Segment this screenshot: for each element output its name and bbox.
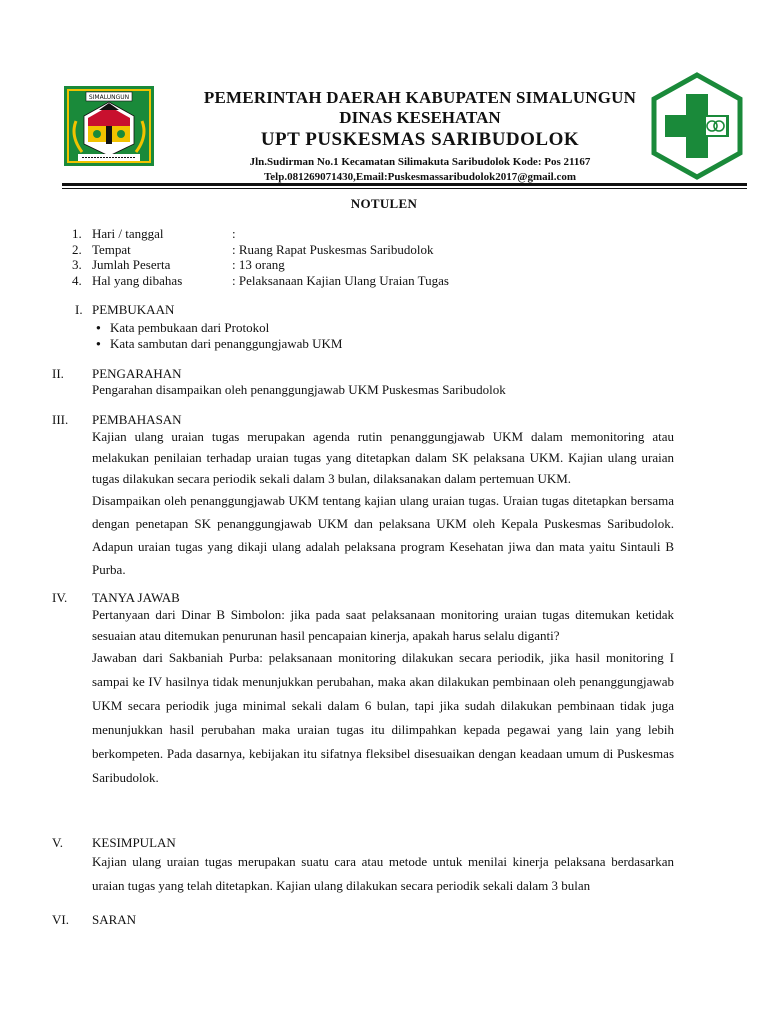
question-paragraph: Pertanyaan dari Dinar B Simbolon: jika pada saat pelaksanaan monitoring uraian tugas ditemukan ketidak sesuaian atau ditemukan penurunan hasil pencapaian kinerja, apakah harus selalu diganti? [92, 607, 674, 643]
section-kesimpulan-text: Kajian ulang uraian tugas merupakan suatu cara atau metode untuk menilai kinerja pelaksana berdasarkan uraian tugas yang telah ditetapkan. Kajian ulang dilakukan secara periodik sekali dalam 3 bulan [92, 854, 674, 893]
address-line: Jln.Sudirman No.1 Kecamatan Silimakuta Saribudolok Kode: Pos 21167 [249, 156, 591, 168]
list-item: ● Kata pembukaan dari Protokol [96, 320, 269, 336]
answer-paragraph: Jawaban dari Sakbaniah Purba: pelaksanaan monitoring dilakukan secara periodik, jika hasil monitoring I sampai ke IV hasilnya tidak menunjukkan perubahan, maka akan dilakukan pembinaan oleh penanggungjawab UKM secara periodik juga minimal sekali dalam 6 bulan, tapi jika sudah dilakukan pembinaan tidak juga menunjukkan hasil perubahan maka uraian tugas itu dilimpahkan kepada pegawai yang lain yang lebih berkompeten. Pada dasarnya, kebijakan itu sifatnya fleksibel disesuaikan dengan keadaan umum di Puskesmas Saribudolok. [92, 650, 674, 785]
info-row-place: 2. Tempat : Ruang Rapat Puskesmas Saribudolok [72, 241, 434, 257]
section-tanya-jawab-text [92, 604, 674, 790]
letterhead-rule-thin [62, 188, 747, 189]
letterhead [0, 0, 768, 190]
section-pembahasan-text [92, 426, 674, 581]
info-row-date: 1. Hari / tanggal : [72, 226, 236, 241]
government-name: PEMERINTAH DAERAH KABUPATEN SIMALUNGUN [203, 88, 637, 107]
svg-text:SIMALUNGUN: SIMALUNGUN [88, 94, 130, 101]
section-pengarahan-text: Pengarahan disampaikan oleh penanggungjawab UKM Puskesmas Saribudolok [92, 382, 506, 397]
document-title: NOTULEN [350, 196, 418, 211]
info-row-participants: 3. Jumlah Peserta : 13 orang [72, 257, 285, 272]
unit-name: UPT PUSKESMAS SARIBUDOLOK [260, 129, 580, 150]
agency-name: DINAS KESEHATAN [339, 108, 501, 127]
list-item: ● Kata sambutan dari penanggungjawab UKM [96, 336, 343, 352]
puskesmas-logo-icon [650, 72, 744, 180]
simalungun-regency-logo-icon [64, 86, 154, 166]
letterhead-text [160, 88, 680, 184]
meeting-info-list [72, 226, 449, 288]
paragraph: Disampaikan oleh penanggungjawab UKM tentang kajian ulang uraian tugas. Uraian tugas ditetapkan bersama dengan penetapan SK penanggungjawab UKM dan pelaksana UKM oleh Kepala Puskesmas Saribudolok. Adapun uraian tugas yang dikaji ulang adalah pelaksana program Kesehatan jiwa dan mata yaitu Sintauli B Purba. [92, 493, 674, 577]
letterhead-rule-thick [62, 183, 747, 186]
paragraph: Kajian ulang uraian tugas merupakan agenda rutin penanggungjawab UKM dalam memonitoring atau melakukan penilaian terhadap uraian tugas yang ditetapkan dalam SK pelaksana UKM. Kajian ulang uraian tugas dilakukan secara periodik sekali dalam 3 bulan, dilaksanakan dalam pertemuan UKM. [92, 429, 674, 486]
contact-line: Telp.081269071430,Email:Puskesmassaribudolok2017@gmail.com [263, 171, 577, 183]
info-row-topic: 4. Hal yang dibahas : Pelaksanaan Kajian Ulang Uraian Tugas [72, 272, 449, 288]
